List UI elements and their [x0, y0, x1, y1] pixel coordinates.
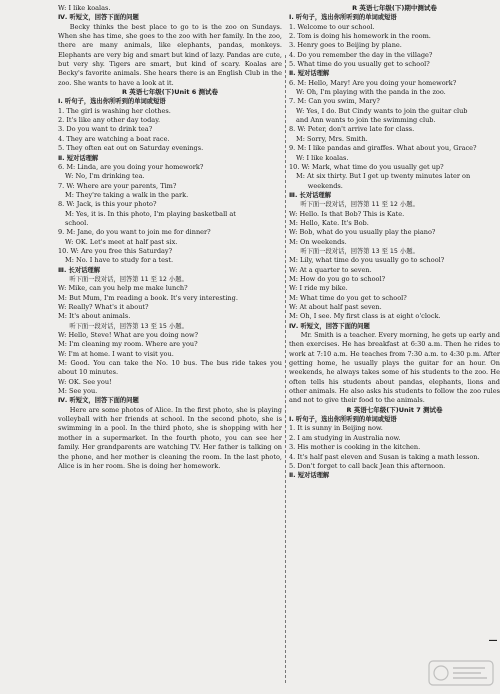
left-column-line: Ⅰ. 听句子，选出你所听到的单词或短语	[58, 98, 166, 106]
right-column-line: 5. Don't forget to call back Jean this afternoon.	[289, 461, 446, 470]
left-column-line: W: I like koalas.	[58, 4, 111, 12]
right-column-line: Ⅱ. 短对话理解	[289, 70, 330, 78]
left-column-line: 6. M: Linda, are you doing your homework?	[58, 162, 204, 171]
right-column-line: M: Sorry, Mrs. Smith.	[296, 134, 368, 143]
right-column-line: Ⅲ. 长对话理解	[289, 191, 332, 199]
left-column-line: W: Mike, can you help me make lunch?	[58, 284, 188, 293]
right-column-line: 1. It is sunny in Beijing now.	[289, 424, 383, 433]
right-column-line: 6. M: Hello, Mary! Are you doing your homework?	[289, 78, 457, 87]
column-divider	[285, 55, 286, 683]
right-column-line: Ⅱ. 短对话理解	[289, 472, 330, 480]
right-column-line: W: I ride my bike.	[289, 284, 348, 293]
right-column-line: 7. M: Can you swim, Mary?	[289, 97, 380, 106]
right-column-line: 听下面一段对话，回答第 13 至 15 小题。	[300, 247, 419, 255]
right-column-line: 2. I am studying in Australia now.	[289, 433, 401, 442]
right-column-line: W: At a quarter to seven.	[289, 265, 372, 274]
left-column-line: R 英语七年级(下)Unit 6 测试卷	[122, 88, 218, 97]
right-column-line: W: Bob, what do you usually play the piano?	[289, 228, 436, 237]
left-column	[58, 4, 282, 692]
right-column-line: W: Oh, I'm playing with the panda in the zoo.	[296, 88, 446, 97]
watermark-logo	[428, 660, 494, 686]
left-column-line: 3. Do you want to drink tea?	[58, 125, 153, 134]
left-column-line: 10. W: Are you free this Saturday?	[58, 246, 173, 255]
left-column-line: school.	[65, 218, 89, 227]
left-column-line: M: I'm cleaning my room. Where are you?	[58, 340, 198, 349]
left-column-line: W: No, I'm drinking tea.	[65, 172, 145, 181]
left-column-line: M: See you.	[58, 387, 98, 396]
left-column-line: M: It's about animals.	[58, 312, 131, 321]
right-column-line: M: Hello, Kate. It's Bob.	[289, 218, 369, 227]
left-column-line: 听下面一段对话，回答第 11 至 12 小题。	[69, 275, 188, 283]
left-column-line: Ⅳ. 听短文，回答下面的问题	[58, 397, 139, 405]
right-column-line: W: Yes, I do. But Cindy wants to join the guitar club	[296, 106, 468, 115]
right-column-line: 3. Henry goes to Beijing by plane.	[289, 41, 402, 50]
right-column-line: M: How do you go to school?	[289, 274, 386, 283]
left-column-line: M: But Mum, I'm reading a book. It's very interesting.	[58, 293, 238, 302]
right-column-line: 5. What time do you usually get to school?	[289, 60, 430, 69]
right-column-line: Mr. Smith is a teacher. Every morning, he gets up early and then exercises. He has breakfast at 6:30 a.m. Then he rides to work at 7:10 a.m. He teaches from 7:30 a.m. to 4:30 p.m. After getting home, he usually plays the guitar for an hour. On weekends, he always takes some of his students to the zoo. He often tells his students about pandas, elephants, lions and other animals. He also asks his students to follow the zoo rules and not to give their food to the animals.	[289, 331, 500, 405]
left-column-line: Ⅱ. 短对话理解	[58, 154, 99, 162]
right-column-line: M: Lily, what time do you usually go to school?	[289, 256, 445, 265]
left-column-line: W: I'm at home. I want to visit you.	[58, 349, 174, 358]
right-column-line: W: Hello. Is that Bob? This is Kate.	[289, 209, 405, 218]
page-number: —	[488, 636, 498, 646]
left-column-line: Here are some photos of Alice. In the first photo, she is playing volleyball with her friends at school. In the second photo, she is swimming in a pool. In the third photo, she is shopping with her mother in a supermarket. In the fourth photo, you can see her family. Her grandparents are watching TV. Her father is talking on the phone, and her mother is cleaning the room. In the last photo, Alice is in her room. She is doing her homework.	[58, 405, 282, 470]
right-column-line: R 英语七年级(下)Unit 7 测试卷	[346, 405, 443, 414]
right-column-line: M: What time do you get to school?	[289, 293, 407, 302]
left-column-line: 9. M: Jane, do you want to join me for dinner?	[58, 228, 211, 237]
right-column-line: 1. Welcome to our school.	[289, 22, 375, 31]
right-column-line: R 英语七年级(下)期中测试卷	[352, 4, 437, 12]
right-column-line: 听下面一段对话，回答第 11 至 12 小题。	[300, 201, 419, 209]
left-column-line: 4. They are watching a boat race.	[58, 134, 170, 143]
left-column-line: 1. The girl is washing her clothes.	[58, 106, 171, 115]
right-column-line: 10. W: Mark, what time do you usually get up?	[289, 162, 444, 171]
right-column-line: W: At about half past seven.	[289, 303, 382, 311]
left-column-line: W: OK. See you!	[58, 377, 112, 386]
left-column-line: Becky thinks the best place to go to is the zoo on Sundays. When she has time, she goes to the zoo with her family. In the zoo, there are many animals, like elephants, pandas, monkeys. Elephants are very big and smart but kind of lazy. Pandas are cute, but very shy. Tigers are smart, but kind of scary. Koalas are Becky's favorite animals. She hears there is an English Club in the zoo. She wants to have a look at it.	[58, 22, 282, 87]
right-column-line: and Ann wants to join the swimming club.	[296, 116, 436, 125]
left-column-line: M: No. I have to study for a test.	[65, 256, 174, 265]
left-column-line: M: They're taking a walk in the park.	[65, 190, 189, 199]
right-column-line: 9. M: I like pandas and giraffes. What about you, Grace?	[289, 144, 477, 153]
left-column-line: 7. W: Where are your parents, Tim?	[58, 181, 177, 190]
left-column-line: Ⅳ. 听短文，回答下面的问题	[58, 14, 139, 22]
left-column-line: 8. W: Jack, is this your photo?	[58, 200, 157, 209]
right-column-line: Ⅰ. 听句子，选出你所听到的单词或短语	[289, 416, 397, 424]
left-column-line: 5. They often eat out on Saturday evenings.	[58, 144, 204, 153]
right-column-line: M: At six thirty. But I get up twenty minutes later on	[296, 172, 471, 181]
right-column-line: M: On weekends.	[289, 237, 347, 246]
left-column-line: M: Good. You can take the No. 10 bus. The bus ride takes you about 10 minutes.	[58, 359, 282, 377]
right-column-line: Ⅰ. 听句子，选出你所听到的单词或短语	[289, 14, 397, 22]
left-column-line: W: Hello, Steve! What are you doing now?	[58, 331, 199, 340]
right-column-line: M: Oh, I see. My first class is at eight o'clock.	[289, 312, 441, 321]
right-column-line: Ⅳ. 听短文，回答下面的问题	[289, 322, 370, 330]
right-column	[289, 4, 500, 692]
right-column-line: 3. His mother is cooking in the kitchen.	[289, 443, 421, 452]
left-column-line: W: OK. Let's meet at half past six.	[65, 237, 178, 246]
right-column-line: W: I like koalas.	[296, 153, 349, 162]
right-column-line: 4. Do you remember the day in the village?	[289, 50, 433, 59]
right-column-line: 8. W: Peter, don't arrive late for class.	[289, 125, 415, 134]
left-column-line: M: Yes, it is. In this photo, I'm playing basketball at	[65, 209, 236, 218]
right-column-line: 2. Tom is doing his homework in the room.	[289, 32, 431, 41]
left-column-line: 听下面一段对话，回答第 13 至 15 小题。	[69, 322, 188, 330]
left-column-line: W: Really? What's it about?	[58, 303, 149, 311]
left-column-line: Ⅲ. 长对话理解	[58, 266, 101, 274]
right-column-line: weekends.	[307, 181, 343, 190]
left-column-line: 2. It's like any other day today.	[58, 116, 161, 125]
right-column-line: 4. It's half past eleven and Susan is taking a math lesson.	[289, 452, 480, 461]
